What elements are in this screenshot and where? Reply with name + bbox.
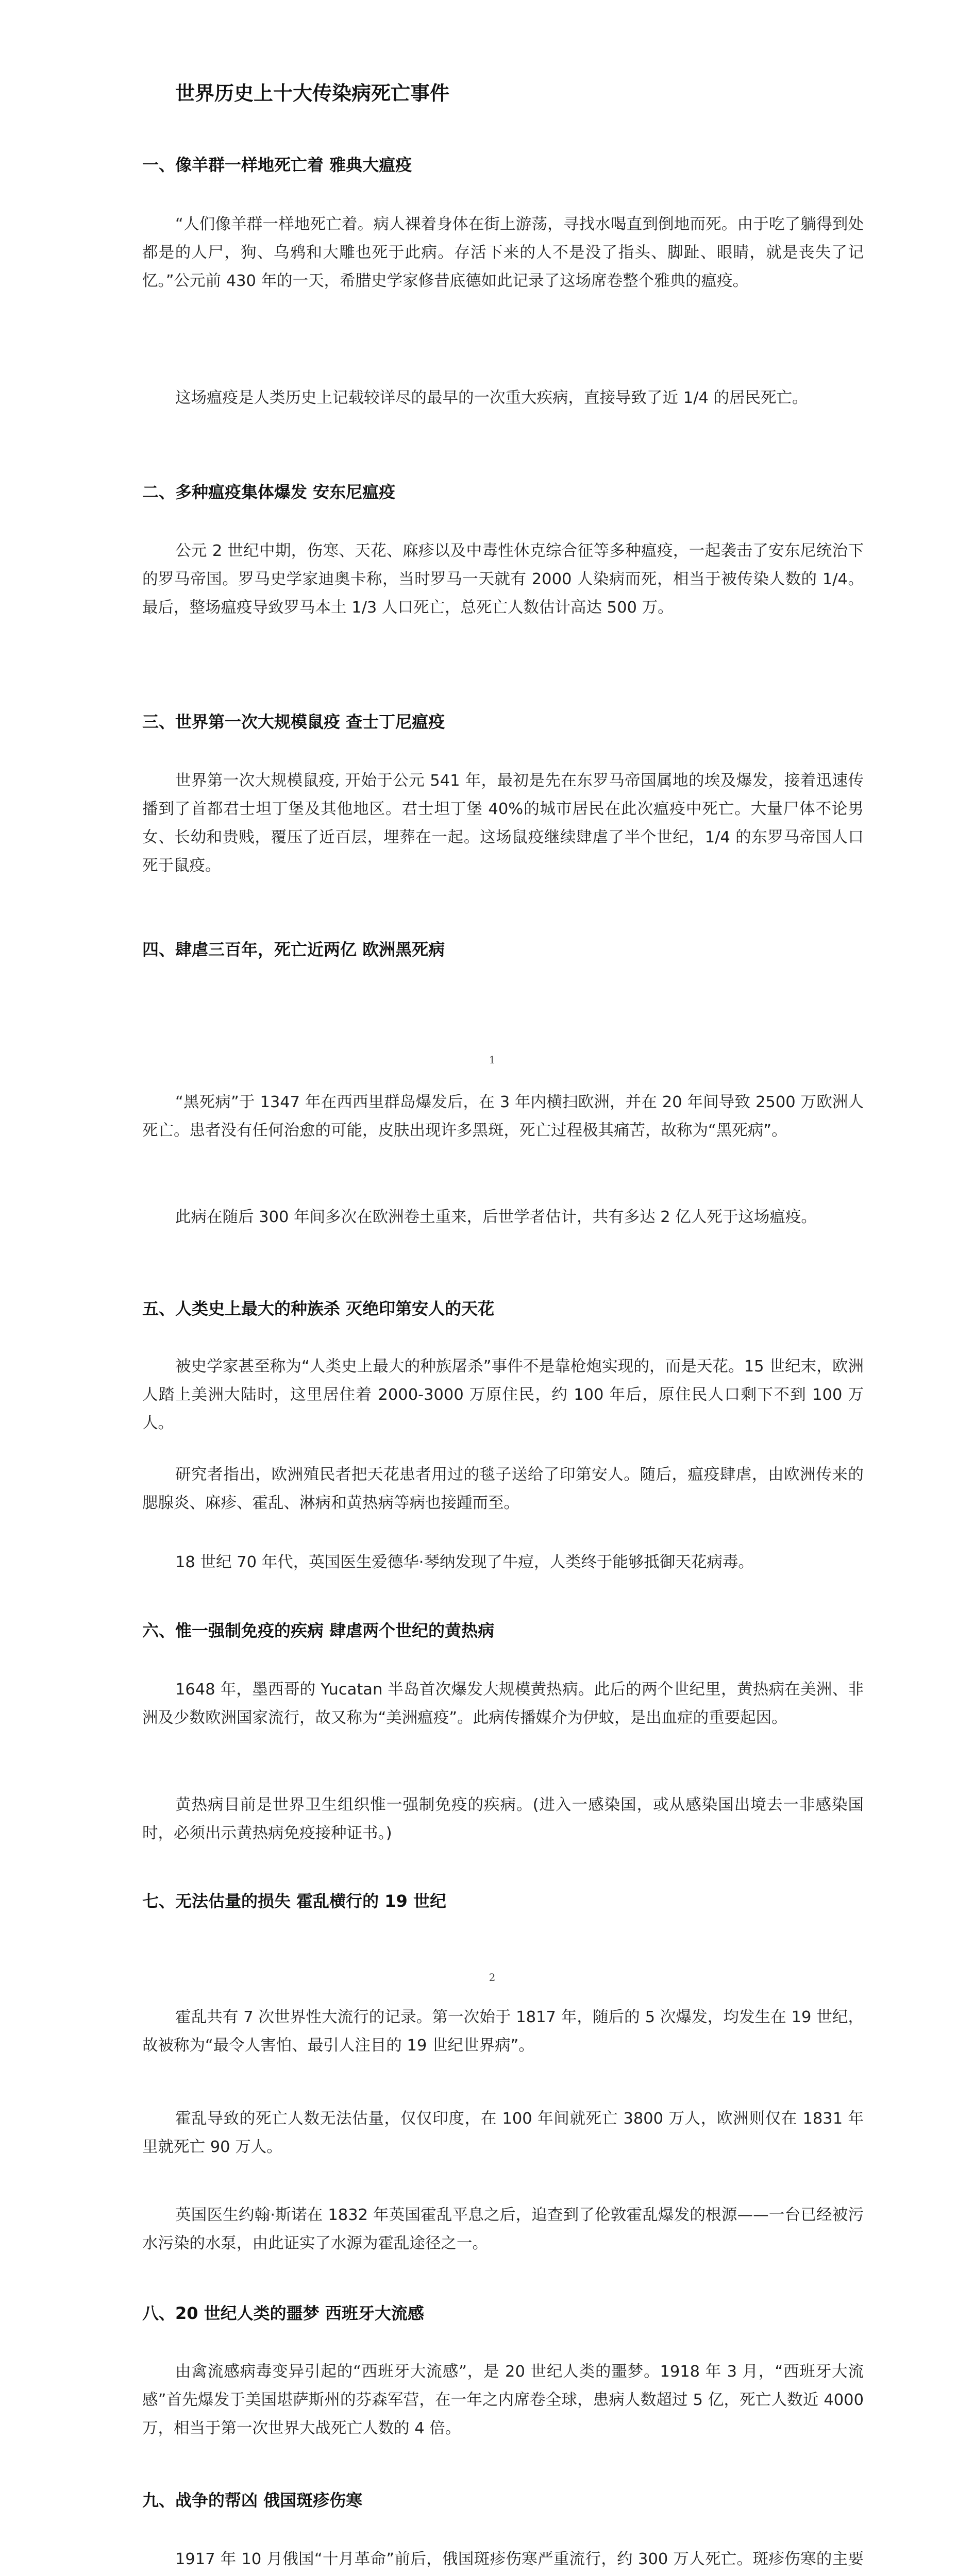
- section-heading: 七、无法估量的损失 霍乱横行的 19 世纪: [142, 1891, 446, 1911]
- paragraph: 霍乱共有 7 次世界性大流行的记录。第一次始于 1817 年，随后的 5 次爆发，均发生在 19 世纪，故被称为“最令人害怕、最引人注目的 19 世纪世界病”。: [142, 2008, 864, 2055]
- paragraph: 1917 年 10 月俄国“十月革命”前后，俄国斑疹伤寒严重流行，约 300 万人死亡。斑疹伤寒的主要: [175, 2550, 864, 2568]
- section-heading: 四、肆虐三百年，死亡近两亿 欧洲黑死病: [142, 940, 445, 959]
- page-number: 2: [489, 1971, 496, 1984]
- paragraph: 研究者指出，欧洲殖民者把天花患者用过的毯子送给了印第安人。随后，瘟疫肆虐，由欧洲传来的腮腺炎、麻疹、霍乱、淋病和黄热病等病也接踵而至。: [142, 1466, 864, 1512]
- paragraph: 公元 2 世纪中期，伤寒、天花、麻疹以及中毒性休克综合征等多种瘟疫，一起袭击了安东尼统治下的罗马帝国。罗马史学家迪奥卡称，当时罗马一天就有 2000 人染病而死，相当于被传染人数的 1/4。最后，整场瘟疫导致罗马本土 1/3 人口死亡，总死亡人数估计高达 500 万。: [142, 542, 864, 617]
- paragraph: 由禽流感病毒变异引起的“西班牙大流感”，是 20 世纪人类的噩梦。1918 年 3 月，“西班牙大流感”首先爆发于美国堪萨斯州的芬森军营，在一年之内席卷全球，患病人数超过 5 亿，死亡人数近 4000 万，相当于第一次世界大战死亡人数的 4 倍。: [142, 2363, 864, 2437]
- paragraph: 黄热病目前是世界卫生组织惟一强制免疫的疾病。(进入一感染国，或从感染国出境去一非感染国时，必须出示黄热病免疫接种证书。): [142, 1796, 864, 1842]
- document-title: 世界历史上十大传染病死亡事件: [175, 82, 450, 105]
- section-heading: 八、20 世纪人类的噩梦 西班牙大流感: [142, 2303, 424, 2323]
- paragraph: 英国医生约翰·斯诺在 1832 年英国霍乱平息之后，追查到了伦敦霍乱爆发的根源——一台已经被污水污染的水泵，由此证实了水源为霍乱途径之一。: [142, 2206, 864, 2252]
- paragraph: 这场瘟疫是人类历史上记载较详尽的最早的一次重大疾病，直接导致了近 1/4 的居民死亡。: [175, 389, 808, 407]
- section-heading: 六、惟一强制免疫的疾病 肆虐两个世纪的黄热病: [142, 1621, 495, 1640]
- section-heading: 九、战争的帮凶 俄国斑疹伤寒: [142, 2490, 363, 2510]
- paragraph: “黑死病”于 1347 年在西西里群岛爆发后，在 3 年内横扫欧洲，并在 20 年间导致 2500 万欧洲人死亡。患者没有任何治愈的可能，皮肤出现许多黑斑，死亡过程极其痛苦，故称为“黑死病”。: [142, 1093, 864, 1140]
- paragraph: 此病在随后 300 年间多次在欧洲卷土重来，后世学者估计，共有多达 2 亿人死于这场瘟疫。: [175, 1208, 817, 1226]
- paragraph: “人们像羊群一样地死亡着。病人裸着身体在街上游荡，寻找水喝直到倒地而死。由于吃了躺得到处都是的人尸，狗、乌鸦和大雕也死于此病。存活下来的人不是没了指头、脚趾、眼睛，就是丧失了记忆。”公元前 430 年的一天，希腊史学家修昔底德如此记录了这场席卷整个雅典的瘟疫。: [142, 215, 864, 290]
- section-heading: 一、像羊群一样地死亡着 雅典大瘟疫: [142, 155, 412, 175]
- section-heading: 二、多种瘟疫集体爆发 安东尼瘟疫: [142, 482, 396, 502]
- paragraph: 1648 年，墨西哥的 Yucatan 半岛首次爆发大规模黄热病。此后的两个世纪里，黄热病在美洲、非洲及少数欧洲国家流行，故又称为“美洲瘟疫”。此病传播媒介为伊蚊，是出血症的重要起因。: [142, 1681, 864, 1727]
- paragraph: 霍乱导致的死亡人数无法估量，仅仅印度，在 100 年间就死亡 3800 万人，欧洲则仅在 1831 年里就死亡 90 万人。: [142, 2110, 864, 2156]
- section-heading: 三、世界第一次大规模鼠疫 查士丁尼瘟疫: [142, 712, 445, 732]
- paragraph: 18 世纪 70 年代，英国医生爱德华·琴纳发现了牛痘，人类终于能够抵御天花病毒。: [175, 1553, 754, 1571]
- page-number: 1: [489, 1054, 496, 1066]
- paragraph: 世界第一次大规模鼠疫, 开始于公元 541 年，最初是先在东罗马帝国属地的埃及爆发，接着迅速传播到了首都君士坦丁堡及其他地区。君士坦丁堡 40%的城市居民在此次瘟疫中死亡。大量尸体不论男女、长幼和贵贱，覆压了近百层，埋葬在一起。这场鼠疫继续肆虐了半个世纪，1/4 的东罗马帝国人口死于鼠疫。: [142, 772, 864, 875]
- paragraph: 被史学家甚至称为“人类史上最大的种族屠杀”事件不是靠枪炮实现的，而是天花。15 世纪末，欧洲人踏上美洲大陆时，这里居住着 2000-3000 万原住民，约 100 年后，原住民人口剩下不到 100 万人。: [142, 1358, 864, 1432]
- section-heading: 五、人类史上最大的种族杀 灭绝印第安人的天花: [142, 1299, 495, 1318]
